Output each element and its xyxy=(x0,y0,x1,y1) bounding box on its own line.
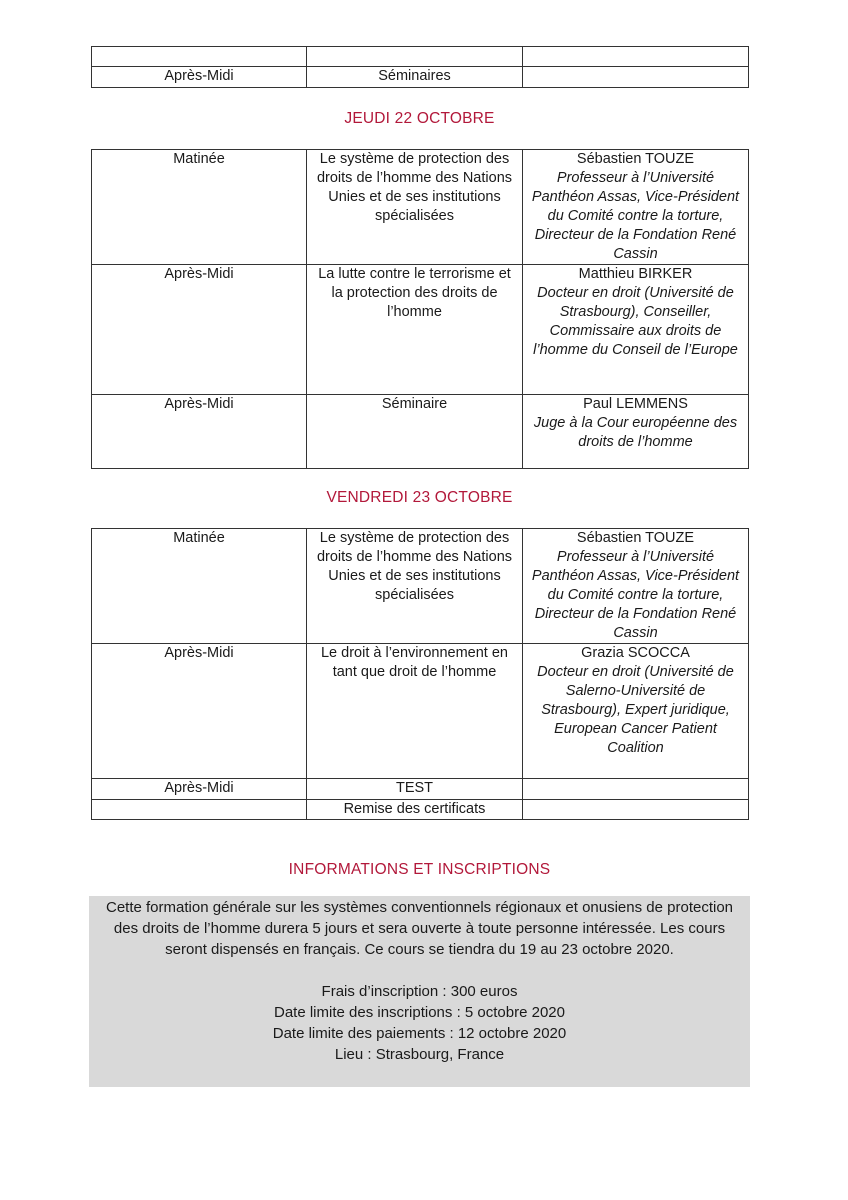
speaker-role: Docteur en droit (Université de Salerno-Université de Strasbourg), Expert juridique, European Cancer Patient Coalition xyxy=(537,664,734,756)
speaker-name: Sébastien TOUZE xyxy=(576,151,695,167)
table-row xyxy=(92,644,749,779)
speaker-name: Grazia SCOCCA xyxy=(581,645,690,661)
speaker-role: Juge à la Cour européenne des droits de l’homme xyxy=(533,415,738,450)
info-heading: INFORMATIONS ET INSCRIPTIONS xyxy=(288,861,551,878)
topic-cell: Le droit à l’environnement en tant que droit de l’homme xyxy=(307,644,523,779)
speaker-cell xyxy=(523,395,749,469)
period-cell: Après-Midi xyxy=(92,779,307,800)
table-row xyxy=(92,395,749,469)
speaker-cell xyxy=(523,644,749,779)
payment-deadline: Date limite des paiements : 12 octobre 2020 xyxy=(272,1025,567,1042)
speaker-role: Professeur à l’Université Panthéon Assas, Vice-Président du Comité contre la torture, Directeur de la Fondation René Cassin xyxy=(531,549,740,641)
info-box xyxy=(89,896,750,1087)
topic-cell: Séminaire xyxy=(307,395,523,469)
friday-schedule-table xyxy=(91,528,749,820)
topic-cell: La lutte contre le terrorisme et la protection des droits de l’homme xyxy=(307,265,523,395)
speaker-cell xyxy=(523,800,749,820)
period-cell: Matinée xyxy=(92,529,307,644)
speaker-cell xyxy=(523,529,749,644)
table-row xyxy=(92,779,749,800)
speaker-cell xyxy=(523,265,749,395)
registration-deadline: Date limite des inscriptions : 5 octobre 2020 xyxy=(274,1004,565,1021)
table-row xyxy=(92,47,749,67)
table-row xyxy=(92,265,749,395)
period-cell xyxy=(92,800,307,820)
table-row xyxy=(92,150,749,265)
spacer xyxy=(89,960,750,981)
period-cell: Après-Midi xyxy=(92,67,307,88)
registration-fee: Frais d’inscription : 300 euros xyxy=(321,983,518,1000)
topic-cell: Remise des certificats xyxy=(307,800,523,820)
table-row xyxy=(92,67,749,88)
speaker-role: Professeur à l’Université Panthéon Assas, Vice-Président du Comité contre la torture, Directeur de la Fondation René Cassin xyxy=(531,170,740,262)
period-cell: Après-Midi xyxy=(92,644,307,779)
topic-cell: TEST xyxy=(307,779,523,800)
period-cell: Matinée xyxy=(92,150,307,265)
table-row xyxy=(92,800,749,820)
course-description: Cette formation générale sur les systèmes conventionnels régionaux et onusiens de protection des droits de l’homme durera 5 jours et sera ouverte à toute personne intéressée. Les cours seront dispensés en français. Ce cours se tiendra du 19 au 23 octobre 2020. xyxy=(105,899,734,958)
period-cell: Après-Midi xyxy=(92,265,307,395)
topic-cell xyxy=(307,47,523,67)
day-heading-thursday: JEUDI 22 OCTOBRE xyxy=(344,110,495,127)
speaker-name: Sébastien TOUZE xyxy=(576,530,695,546)
speaker-cell xyxy=(523,150,749,265)
table-row xyxy=(92,529,749,644)
speaker-cell xyxy=(523,47,749,67)
period-cell xyxy=(92,47,307,67)
speaker-cell xyxy=(523,67,749,88)
top-schedule-table xyxy=(91,46,749,88)
speaker-name: Matthieu BIRKER xyxy=(578,266,693,282)
thursday-schedule-table xyxy=(91,149,749,469)
speaker-role: Docteur en droit (Université de Strasbourg), Conseiller, Commissaire aux droits de l’homme du Conseil de l’Europe xyxy=(533,285,738,358)
speaker-cell xyxy=(523,779,749,800)
topic-cell: Le système de protection des droits de l’homme des Nations Unies et de ses institutions spécialisées xyxy=(307,529,523,644)
topic-cell: Séminaires xyxy=(307,67,523,88)
location: Lieu : Strasbourg, France xyxy=(334,1046,505,1063)
speaker-name: Paul LEMMENS xyxy=(583,396,688,412)
period-cell: Après-Midi xyxy=(92,395,307,469)
topic-cell: Le système de protection des droits de l’homme des Nations Unies et de ses institutions spécialisées xyxy=(307,150,523,265)
day-heading-friday: VENDREDI 23 OCTOBRE xyxy=(326,489,513,506)
